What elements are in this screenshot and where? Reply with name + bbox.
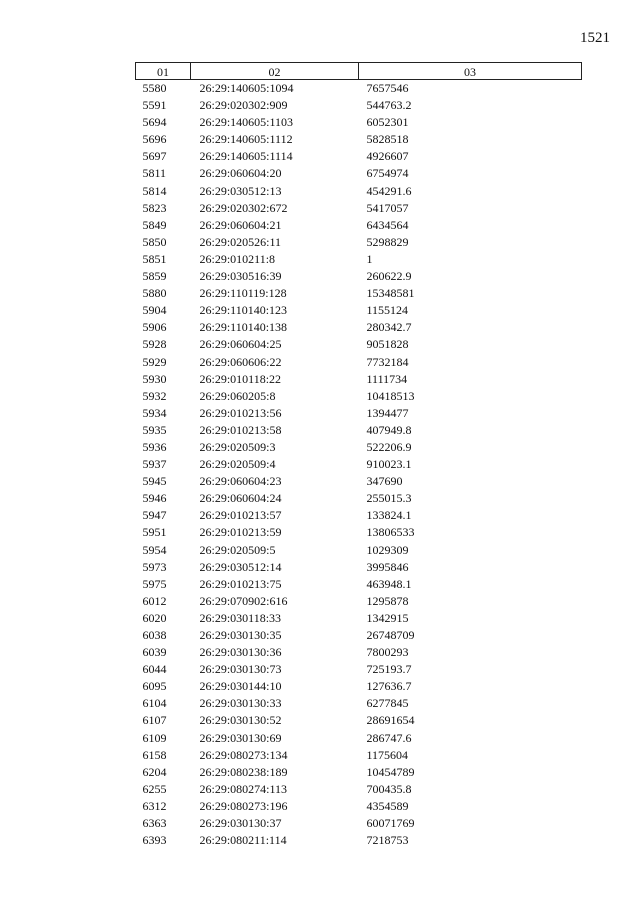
table-row: [136, 217, 582, 234]
value-cell: 454291.6: [366, 183, 412, 198]
value-cell: 700435.8: [366, 781, 412, 796]
table-row: [136, 200, 582, 217]
record-id-cell: 6363: [142, 816, 167, 831]
cadastral-number-cell: 26:29:030130:35: [199, 628, 282, 642]
cadastral-number-cell: 26:29:060604:25: [199, 337, 282, 352]
value-cell: 7732184: [366, 354, 409, 369]
value-cell: 6434564: [366, 217, 409, 232]
value-cell: 260622.9: [366, 269, 412, 284]
table-row: [136, 524, 582, 541]
cadastral-number-cell: 26:29:070902:616: [199, 593, 288, 608]
table-row: [136, 285, 582, 302]
value-cell: 347690: [366, 474, 403, 489]
value-cell: 127636.7: [366, 679, 412, 694]
cadastral-number-cell: 26:29:020509:3: [199, 439, 276, 454]
table-row: [136, 730, 582, 747]
cadastral-number-cell: 26:29:030130:33: [199, 696, 282, 711]
record-id-cell: 5697: [142, 149, 167, 164]
record-id-cell: 5850: [142, 234, 167, 249]
cadastral-number-cell: 26:29:010211:8: [199, 251, 276, 266]
record-id-cell: 6204: [142, 764, 167, 779]
value-cell: 9051828: [366, 337, 409, 352]
cadastral-number-cell: 26:29:010213:75: [199, 576, 282, 591]
table-row: [136, 747, 582, 764]
table-row: [136, 644, 582, 661]
table-row: [136, 542, 582, 559]
table-row: [136, 319, 582, 336]
cadastral-number-cell: 26:29:020526:11: [199, 234, 282, 249]
cadastral-number-cell: 26:29:030130:52: [199, 713, 282, 728]
table-row: [136, 507, 582, 524]
cadastral-number-cell: 26:29:030130:69: [199, 730, 282, 745]
record-id-cell: 5823: [142, 200, 167, 215]
table-row: [136, 114, 582, 131]
record-id-cell: 5694: [142, 115, 167, 130]
cadastral-number-cell: 26:29:030512:14: [199, 559, 282, 574]
value-cell: 5828518: [366, 132, 409, 147]
value-cell: 1155124: [366, 303, 409, 318]
table-row: [136, 661, 582, 678]
value-cell: 28691654: [366, 713, 415, 728]
value-cell: 544763.2: [366, 98, 412, 113]
record-id-cell: 5859: [142, 269, 167, 284]
value-cell: 1: [366, 251, 373, 266]
table-row: [136, 764, 582, 781]
cadastral-number-cell: 26:29:080273:196: [199, 798, 288, 813]
value-cell: 13806533: [366, 525, 415, 540]
cadastral-number-cell: 26:29:010118:22: [199, 371, 282, 386]
value-cell: 10418513: [366, 388, 415, 403]
cadastral-number-cell: 26:29:010213:56: [199, 405, 282, 420]
cadastral-number-cell: 26:29:030130:73: [199, 662, 282, 677]
record-id-cell: 5814: [142, 183, 167, 198]
cadastral-number-cell: 26:29:060604:20: [199, 166, 282, 181]
cadastral-number-cell: 26:29:030144:10: [199, 679, 282, 694]
record-id-cell: 5928: [142, 337, 167, 352]
table-row: [136, 268, 582, 285]
table-row: [136, 798, 582, 815]
value-cell: 7657546: [366, 81, 409, 95]
value-cell: 255015.3: [366, 491, 412, 506]
record-id-cell: 5932: [142, 388, 167, 403]
table-row: [136, 388, 582, 405]
cadastral-number-cell: 26:29:060604:23: [199, 474, 282, 489]
table-row: [136, 712, 582, 729]
column-header-03: 03: [359, 63, 582, 80]
table-row: [136, 832, 582, 849]
record-id-cell: 5851: [142, 251, 167, 266]
cadastral-number-cell: 26:29:140605:1112: [199, 132, 293, 147]
cadastral-number-cell: 26:29:030130:36: [199, 645, 282, 660]
table-row: [136, 576, 582, 593]
value-cell: 4354589: [366, 798, 409, 813]
record-id-cell: 6012: [142, 593, 167, 608]
record-id-cell: 5904: [142, 303, 167, 318]
record-id-cell: 5935: [142, 422, 167, 437]
cadastral-number-cell: 26:29:060604:24: [199, 491, 282, 506]
table-row: [136, 336, 582, 353]
table-row: [136, 627, 582, 644]
table-row: [136, 422, 582, 439]
value-cell: 1029309: [366, 542, 409, 557]
record-id-cell: 6109: [142, 730, 167, 745]
record-id-cell: 6104: [142, 696, 167, 711]
record-id-cell: 5947: [142, 508, 167, 523]
table-row: [136, 781, 582, 798]
record-id-cell: 6312: [142, 798, 167, 813]
record-id-cell: 5591: [142, 98, 167, 113]
record-id-cell: 5945: [142, 474, 167, 489]
header-row: [136, 63, 582, 80]
table-row: [136, 354, 582, 371]
record-id-cell: 6038: [142, 628, 167, 642]
value-cell: 280342.7: [366, 320, 412, 335]
record-id-cell: 6044: [142, 662, 167, 677]
cadastral-number-cell: 26:29:020509:4: [199, 457, 276, 472]
cadastral-number-cell: 26:29:030118:33: [199, 610, 282, 625]
table-row: [136, 490, 582, 507]
value-cell: 1394477: [366, 405, 409, 420]
cadastral-number-cell: 26:29:060606:22: [199, 354, 282, 369]
cadastral-number-cell: 26:29:010213:58: [199, 422, 282, 437]
data-table: [135, 62, 582, 849]
record-id-cell: 5811: [142, 166, 167, 181]
value-cell: 725193.7: [366, 662, 412, 677]
record-id-cell: 6255: [142, 781, 167, 796]
cadastral-number-cell: 26:29:060205:8: [199, 388, 276, 403]
table-row: [136, 165, 582, 182]
value-cell: 6052301: [366, 115, 409, 130]
value-cell: 1175604: [366, 747, 409, 762]
table-row: [136, 695, 582, 712]
cadastral-number-cell: 26:29:020302:909: [199, 98, 288, 113]
table-row: [136, 302, 582, 319]
value-cell: 286747.6: [366, 730, 412, 745]
value-cell: 6754974: [366, 166, 409, 181]
table-row: [136, 131, 582, 148]
table-row: [136, 371, 582, 388]
table-row: [136, 80, 582, 98]
value-cell: 1342915: [366, 610, 409, 625]
table-row: [136, 97, 582, 114]
table-row: [136, 456, 582, 473]
value-cell: 26748709: [366, 628, 415, 642]
record-id-cell: 5934: [142, 405, 167, 420]
cadastral-number-cell: 26:29:140605:1094: [199, 81, 294, 95]
table-row: [136, 405, 582, 422]
cadastral-number-cell: 26:29:020302:672: [199, 200, 288, 215]
record-id-cell: 6107: [142, 713, 167, 728]
record-id-cell: 6020: [142, 610, 167, 625]
value-cell: 522206.9: [366, 439, 412, 454]
cadastral-number-cell: 26:29:080273:134: [199, 747, 288, 762]
value-cell: 1111734: [366, 371, 408, 386]
record-id-cell: 5973: [142, 559, 167, 574]
table-header: [136, 63, 582, 80]
record-id-cell: 5880: [142, 286, 167, 301]
cadastral-number-cell: 26:29:030512:13: [199, 183, 282, 198]
cadastral-number-cell: 26:29:080274:113: [199, 781, 288, 796]
value-cell: 1295878: [366, 593, 409, 608]
cadastral-number-cell: 26:29:020509:5: [199, 542, 276, 557]
cadastral-number-cell: 26:29:140605:1114: [199, 149, 293, 164]
value-cell: 5298829: [366, 234, 409, 249]
table-row: [136, 234, 582, 251]
table-row: [136, 593, 582, 610]
cadastral-number-cell: 26:29:080211:114: [199, 833, 287, 848]
record-id-cell: 5951: [142, 525, 167, 540]
table-row: [136, 678, 582, 695]
table-body: [136, 80, 582, 850]
value-cell: 463948.1: [366, 576, 412, 591]
cadastral-number-cell: 26:29:030516:39: [199, 269, 282, 284]
table-row: [136, 439, 582, 456]
table-row: [136, 148, 582, 165]
record-id-cell: 5936: [142, 439, 167, 454]
cadastral-number-cell: 26:29:110140:138: [199, 320, 288, 335]
table-row: [136, 559, 582, 576]
cadastral-number-cell: 26:29:060604:21: [199, 217, 282, 232]
record-id-cell: 6158: [142, 747, 167, 762]
record-id-cell: 5937: [142, 457, 167, 472]
cadastral-number-cell: 26:29:110119:128: [199, 286, 287, 301]
value-cell: 7800293: [366, 645, 409, 660]
value-cell: 10454789: [366, 764, 415, 779]
record-id-cell: 6039: [142, 645, 167, 660]
cadastral-number-cell: 26:29:140605:1103: [199, 115, 294, 130]
record-id-cell: 5929: [142, 354, 167, 369]
value-cell: 15348581: [366, 286, 415, 301]
table-row: [136, 473, 582, 490]
record-id-cell: 5580: [142, 81, 167, 95]
record-id-cell: 5946: [142, 491, 167, 506]
cadastral-number-cell: 26:29:080238:189: [199, 764, 288, 779]
value-cell: 133824.1: [366, 508, 412, 523]
value-cell: 910023.1: [366, 457, 412, 472]
value-cell: 7218753: [366, 833, 409, 848]
column-header-02: 02: [191, 63, 359, 80]
record-id-cell: 5954: [142, 542, 167, 557]
value-cell: 3995846: [366, 559, 409, 574]
record-id-cell: 5906: [142, 320, 167, 335]
table-row: [136, 251, 582, 268]
record-id-cell: 5696: [142, 132, 167, 147]
value-cell: 60071769: [366, 816, 415, 831]
cadastral-number-cell: 26:29:010213:59: [199, 525, 282, 540]
page-number: 1521: [580, 30, 610, 46]
value-cell: 407949.8: [366, 422, 412, 437]
cadastral-number-cell: 26:29:030130:37: [199, 816, 282, 831]
value-cell: 4926607: [366, 149, 409, 164]
cadastral-number-cell: 26:29:110140:123: [199, 303, 288, 318]
table-row: [136, 183, 582, 200]
record-id-cell: 5930: [142, 371, 167, 386]
table-row: [136, 815, 582, 832]
record-id-cell: 6393: [142, 833, 167, 848]
cadastral-number-cell: 26:29:010213:57: [199, 508, 282, 523]
table-row: [136, 610, 582, 627]
record-id-cell: 5975: [142, 576, 167, 591]
value-cell: 6277845: [366, 696, 409, 711]
record-id-cell: 6095: [142, 679, 167, 694]
column-header-01: 01: [136, 63, 191, 80]
record-id-cell: 5849: [142, 217, 167, 232]
value-cell: 5417057: [366, 200, 409, 215]
